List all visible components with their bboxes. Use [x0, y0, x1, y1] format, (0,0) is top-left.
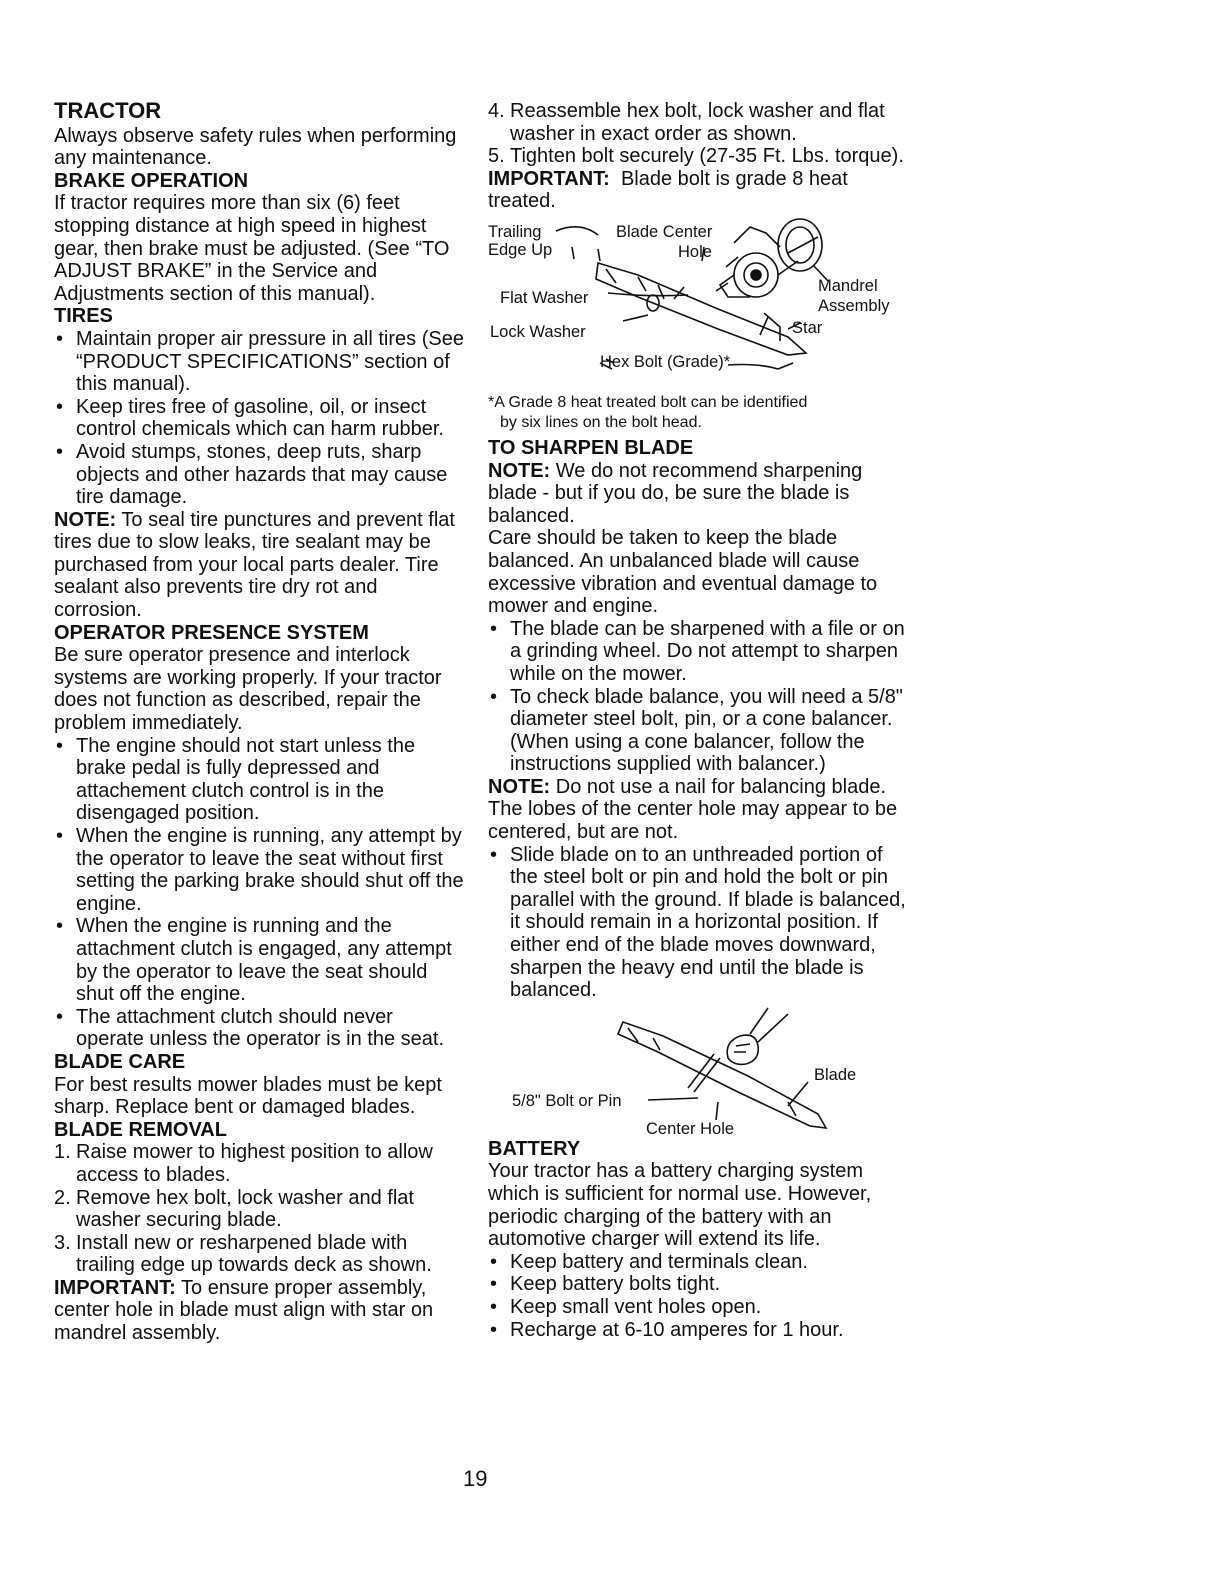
right-column	[488, 100, 908, 1341]
list-item: • Slide blade on to an unthreaded portion of the steel bolt or pin and hold the bolt or pin parallel with the ground. If blade is balanced, it should remain in a horizontal position. If either end of the blade moves downward, sharpen the heavy end until the blade is balanced.	[488, 844, 908, 1002]
list-item: • The engine should not start unless the brake pedal is fully depressed and attachement clutch control is in the disengaged position.	[54, 735, 464, 825]
label-mandrel: Mandrel	[818, 276, 878, 295]
list-item: • When the engine is running and the attachment clutch is engaged, any attempt by the operator to leave the seat should shut off the engine.	[54, 915, 464, 1005]
sharpen-note-1: NOTE: We do not recommend sharpening blade - but if you do, be sure the blade is balanced.	[488, 459, 863, 527]
ops-heading: OPERATOR PRESENCE SYSTEM	[54, 621, 369, 644]
blade-removal-heading: BLADE REMOVAL	[54, 1118, 227, 1141]
tires-heading: TIRES	[54, 305, 113, 328]
important-note-2: IMPORTANT: Blade bolt is grade 8 heat treated.	[488, 167, 848, 213]
step-item: 4. Reassemble hex bolt, lock washer and flat washer in exact order as shown.	[488, 100, 885, 145]
step-item: 5. Tighten bolt securely (27-35 Ft. Lbs. torque).	[488, 145, 904, 168]
step-item: 1. Raise mower to highest position to allow access to blades.	[54, 1141, 433, 1186]
blade-balance-figure	[488, 1002, 908, 1138]
battery-text: Your tractor has a battery charging system which is sufficient for normal use. However, periodic charging of the battery with an automotive charger will extend its life.	[488, 1160, 872, 1251]
battery-heading: BATTERY	[488, 1137, 581, 1160]
label-lock-washer: Lock Washer	[490, 322, 586, 341]
tires-note	[54, 509, 464, 622]
sharpen-list-2	[488, 844, 908, 1002]
label-bolt-or-pin: 5/8" Bolt or Pin	[512, 1091, 622, 1110]
tires-list	[54, 328, 464, 509]
label-hex-bolt: Hex Bolt (Grade)*	[600, 352, 731, 371]
list-item: • The attachment clutch should never operate unless the operator is in the seat.	[54, 1006, 464, 1051]
label-center-hole: Center Hole	[646, 1119, 735, 1138]
ops-list	[54, 735, 464, 1051]
sharpen-text: Care should be taken to keep the blade balanced. An unbalanced blade will cause excessive vibration and eventual damage to mower and engine.	[488, 527, 878, 618]
blade-removal-steps-cont	[488, 100, 908, 168]
sharpen-heading: TO SHARPEN BLADE	[488, 436, 694, 459]
tractor-heading: TRACTOR	[54, 98, 162, 123]
list-item: • To check blade balance, you will need a 5/8" diameter steel bolt, pin, or a cone balancer. (When using a cone balancer, follow the instructions supplied with balancer.)	[488, 686, 908, 776]
note-label: NOTE:	[54, 508, 117, 531]
label-star: Star	[792, 318, 823, 337]
label-assembly: Assembly	[818, 296, 890, 315]
label-trailing: Trailing	[488, 222, 542, 241]
important-note-1: IMPORTANT: To ensure proper assembly, center hole in blade must align with star on mandrel assembly.	[54, 1276, 434, 1345]
label-blade: Blade	[814, 1065, 857, 1084]
tractor-intro: Always observe safety rules when performing any maintenance.	[54, 124, 457, 170]
blade-assembly-figure	[488, 213, 908, 385]
page-number: 19	[463, 1466, 488, 1491]
list-item: • Keep battery bolts tight.	[488, 1273, 908, 1296]
blade-care-heading: BLADE CARE	[54, 1050, 186, 1073]
sharpen-list	[488, 618, 908, 776]
label-edge-up: Edge Up	[488, 240, 553, 259]
list-item: • When the engine is running, any attempt by the operator to leave the seat without first setting the parking brake should shut off the engine.	[54, 825, 464, 915]
figure-footnote: *A Grade 8 heat treated bolt can be identified by six lines on the bolt head.	[488, 393, 808, 431]
label-hole: Hole	[678, 242, 712, 261]
label-blade-center: Blade Center	[616, 222, 713, 241]
list-item: • Recharge at 6-10 amperes for 1 hour.	[488, 1319, 908, 1342]
list-item: • Avoid stumps, stones, deep ruts, sharp objects and other hazards that may cause tire damage.	[54, 441, 464, 509]
note-text: To seal tire punctures and prevent flat tires due to slow leaks, tire sealant may be purchased from your local parts dealer. Tire sealant also prevents tire dry rot and corrosion.	[54, 508, 455, 622]
blade-care-text: For best results mower blades must be kept sharp. Replace bent or damaged blades.	[54, 1073, 442, 1119]
step-item: 3. Install new or resharpened blade with trailing edge up towards deck as shown.	[54, 1231, 432, 1277]
brake-heading: BRAKE OPERATION	[54, 169, 249, 192]
list-item: • The blade can be sharpened with a file or on a grinding wheel. Do not attempt to sharpen while on the mower.	[488, 618, 908, 686]
blade-removal-steps	[54, 1141, 464, 1277]
sharpen-note-2: NOTE: Do not use a nail for balancing blade. The lobes of the center hole may appear to be centered, but are not.	[488, 775, 898, 844]
brake-text: If tractor requires more than six (6) feet stopping distance at high speed in highest gear, then brake must be adjusted. (See “TO ADJUST BRAKE” in the Service and Adjustments section of this manual).	[54, 192, 450, 305]
list-item: • Maintain proper air pressure in all tires (See “PRODUCT SPECIFICATIONS” section of this manual).	[54, 328, 464, 396]
ops-text: Be sure operator presence and interlock systems are working properly. If your tractor does not function as described, repair the problem immediately.	[54, 644, 442, 735]
label-flat-washer: Flat Washer	[500, 288, 589, 307]
step-item: 2. Remove hex bolt, lock washer and flat washer securing blade.	[54, 1186, 414, 1232]
left-column	[54, 100, 464, 1345]
list-item: • Keep tires free of gasoline, oil, or insect control chemicals which can harm rubber.	[54, 396, 464, 441]
list-item: • Keep battery and terminals clean.	[488, 1251, 908, 1274]
list-item: • Keep small vent holes open.	[488, 1296, 908, 1319]
battery-list	[488, 1251, 908, 1341]
